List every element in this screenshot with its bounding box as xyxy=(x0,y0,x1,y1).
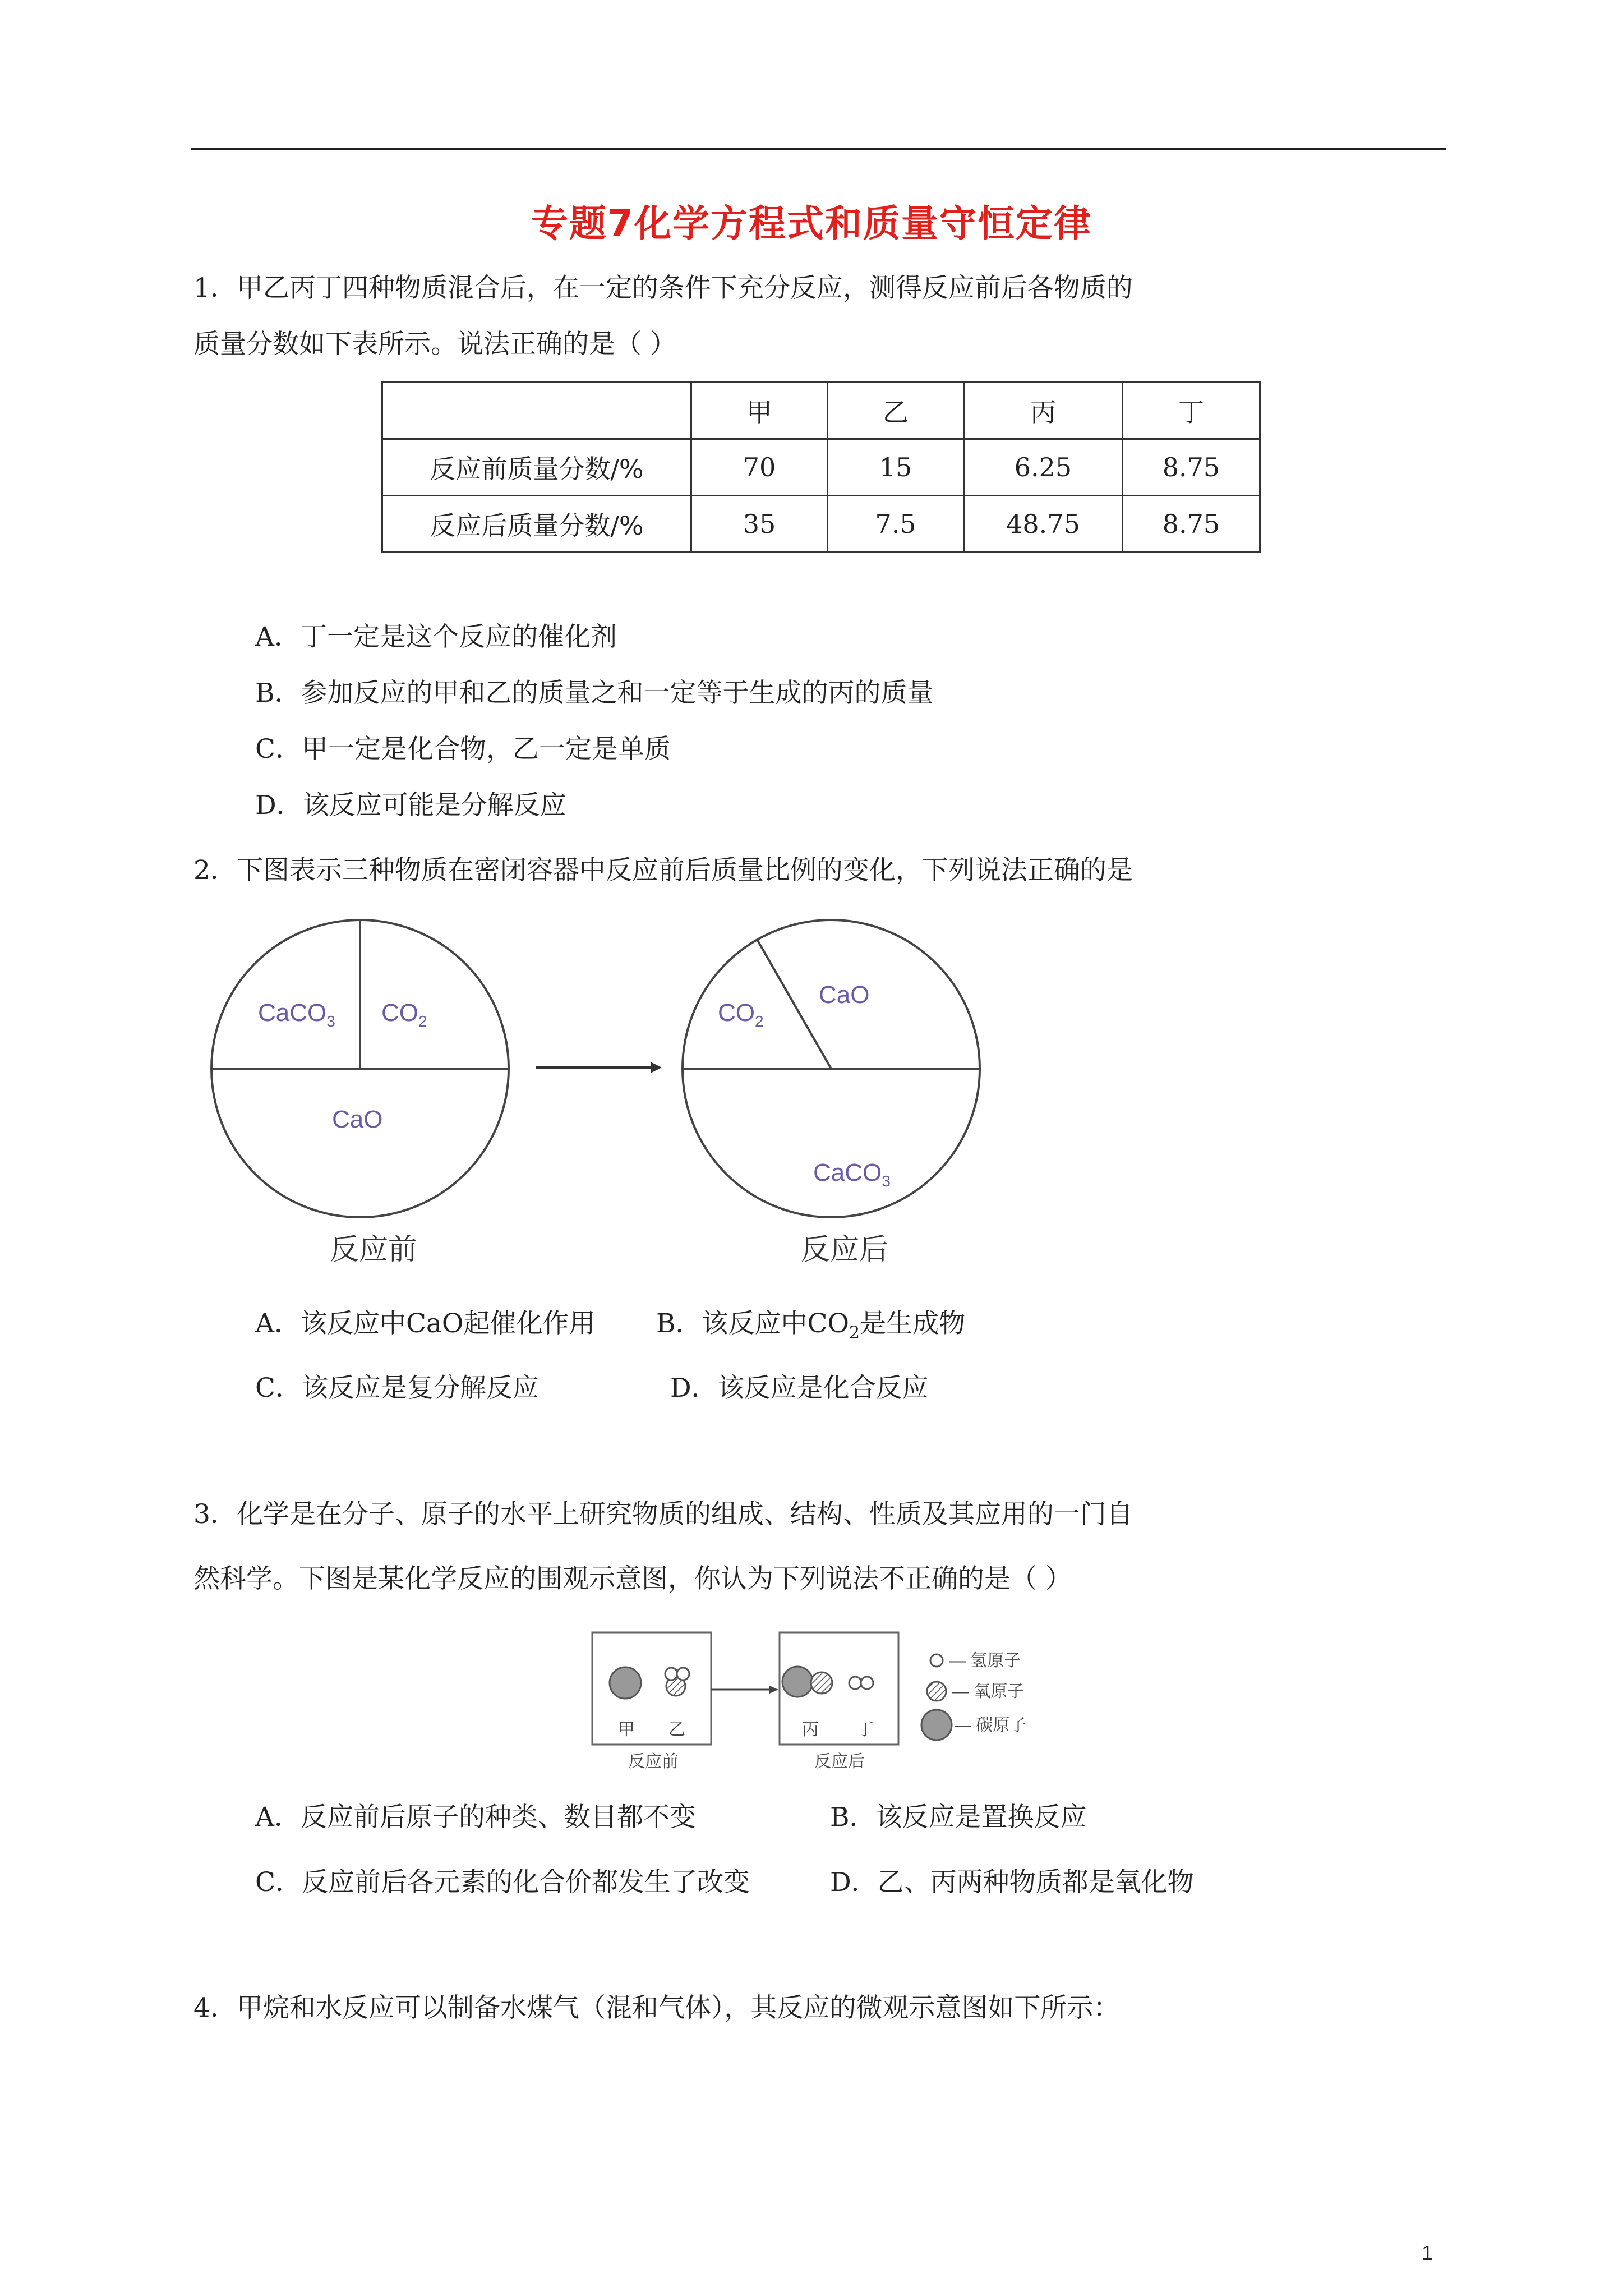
after-cao-label: CaO xyxy=(819,981,870,1009)
table-row xyxy=(382,496,1260,553)
q2-option-c: C．该反应是复分解反应 xyxy=(255,1373,539,1404)
label-jia: 甲 xyxy=(618,1720,635,1739)
before-caco3-label: CaCO$_3$ xyxy=(258,999,335,1030)
before-caption: 反应前 xyxy=(330,1234,418,1266)
q1-option-a: A．丁一定是这个反应的催化剂 xyxy=(255,622,617,652)
legend-oxygen: — 氧原子 xyxy=(952,1682,1025,1701)
before-co2-label: $CO_2$ xyxy=(381,999,427,1030)
legend-carbon-icon xyxy=(921,1710,952,1740)
oxygen-atom xyxy=(811,1672,832,1694)
q1-text-line2: 质量分数如下表所示。说法正确的是（ ） xyxy=(193,329,676,360)
after-caption: 反应后 xyxy=(801,1234,889,1266)
before-cao-label: CaO xyxy=(332,1106,383,1133)
table-header-cell xyxy=(382,383,691,439)
table-cell: 7.5 xyxy=(828,496,964,553)
header-rule xyxy=(191,148,1446,150)
q1-data-table xyxy=(381,381,1261,553)
legend-carbon: — 碳原子 xyxy=(955,1716,1027,1734)
carbon-atom xyxy=(610,1667,641,1699)
q3-text-line1: 3．化学是在分子、原子的水平上研究物质的组成、结构、性质及其应用的一门自 xyxy=(193,1499,1133,1530)
label-bing: 丙 xyxy=(802,1720,819,1739)
q1-option-c: C．甲一定是化合物，乙一定是单质 xyxy=(255,734,671,765)
q1-option-b: B．参加反应的甲和乙的质量之和一定等于生成的丙的质量 xyxy=(255,678,934,708)
q1-text-line1: 1．甲乙丙丁四种物质混合后，在一定的条件下充分反应，测得反应前后各物质的 xyxy=(193,273,1133,303)
hydrogen-atom xyxy=(665,1668,677,1680)
q3-text-line2: 然科学。下图是某化学反应的围观示意图，你认为下列说法不正确的是（ ） xyxy=(193,1563,1072,1594)
carbon-atom xyxy=(782,1667,813,1697)
table-header-row xyxy=(382,383,1260,439)
after-label: 反应后 xyxy=(814,1752,865,1771)
q3-micro-diagram xyxy=(589,1627,1060,1778)
table-header-cell: 甲 xyxy=(691,383,828,439)
hydrogen-atom xyxy=(861,1677,873,1689)
table-cell: 8.75 xyxy=(1123,439,1260,496)
q4-text-line1: 4．甲烷和水反应可以制备水煤气（混和气体），其反应的微观示意图如下所示： xyxy=(193,1993,1120,2023)
table-cell: 48.75 xyxy=(964,496,1123,553)
arrow-icon xyxy=(769,1686,778,1694)
q3-option-a: A．反应前后原子的种类、数目都不变 xyxy=(255,1802,696,1833)
legend-hydrogen: — 氢原子 xyxy=(949,1651,1021,1670)
q3-option-b: B．该反应是置换反应 xyxy=(830,1802,1087,1833)
label-ding: 丁 xyxy=(857,1720,874,1739)
table-cell: 8.75 xyxy=(1123,496,1260,553)
page-title: 专题7化学方程式和质量守恒定律 xyxy=(531,202,1092,245)
q1-option-d: D．该反应可能是分解反应 xyxy=(255,790,566,821)
table-cell: 15 xyxy=(828,439,964,496)
hydrogen-atom xyxy=(677,1668,689,1680)
table-header-cell: 丁 xyxy=(1123,383,1260,439)
legend-hydrogen-icon xyxy=(930,1654,943,1667)
table-cell: 35 xyxy=(691,496,828,553)
after-caco3-label: CaCO$_3$ xyxy=(813,1159,891,1190)
label-yi: 乙 xyxy=(668,1720,685,1739)
page-number: 1 xyxy=(1422,2241,1433,2264)
table-cell: 6.25 xyxy=(964,439,1123,496)
hydrogen-atom xyxy=(849,1677,861,1689)
table-cell: 反应后质量分数/% xyxy=(382,496,691,553)
table-row xyxy=(382,439,1260,496)
q3-option-c: C．反应前后各元素的化合价都发生了改变 xyxy=(255,1867,750,1898)
table-cell: 反应前质量分数/% xyxy=(382,439,691,496)
q3-option-d: D．乙、丙两种物质都是氧化物 xyxy=(830,1867,1194,1898)
legend-oxygen-icon xyxy=(927,1682,946,1701)
table-cell: 70 xyxy=(691,439,828,496)
table-header-cell: 丙 xyxy=(964,383,1123,439)
arrow-icon xyxy=(651,1062,662,1073)
before-label: 反应前 xyxy=(628,1752,679,1771)
q2-option-b: B．该反应中$CO_2$是生成物 xyxy=(656,1308,966,1343)
q2-option-a: A．该反应中CaO起催化作用 xyxy=(255,1308,596,1339)
after-co2-label: $CO_2$ xyxy=(718,999,764,1030)
table-header-cell: 乙 xyxy=(828,383,964,439)
q2-text-line1: 2．下图表示三种物质在密闭容器中反应前后质量比例的变化，下列说法正确的是 xyxy=(193,855,1133,886)
q2-pie-diagram xyxy=(185,909,1049,1285)
q2-option-d: D．该反应是化合反应 xyxy=(670,1373,929,1404)
